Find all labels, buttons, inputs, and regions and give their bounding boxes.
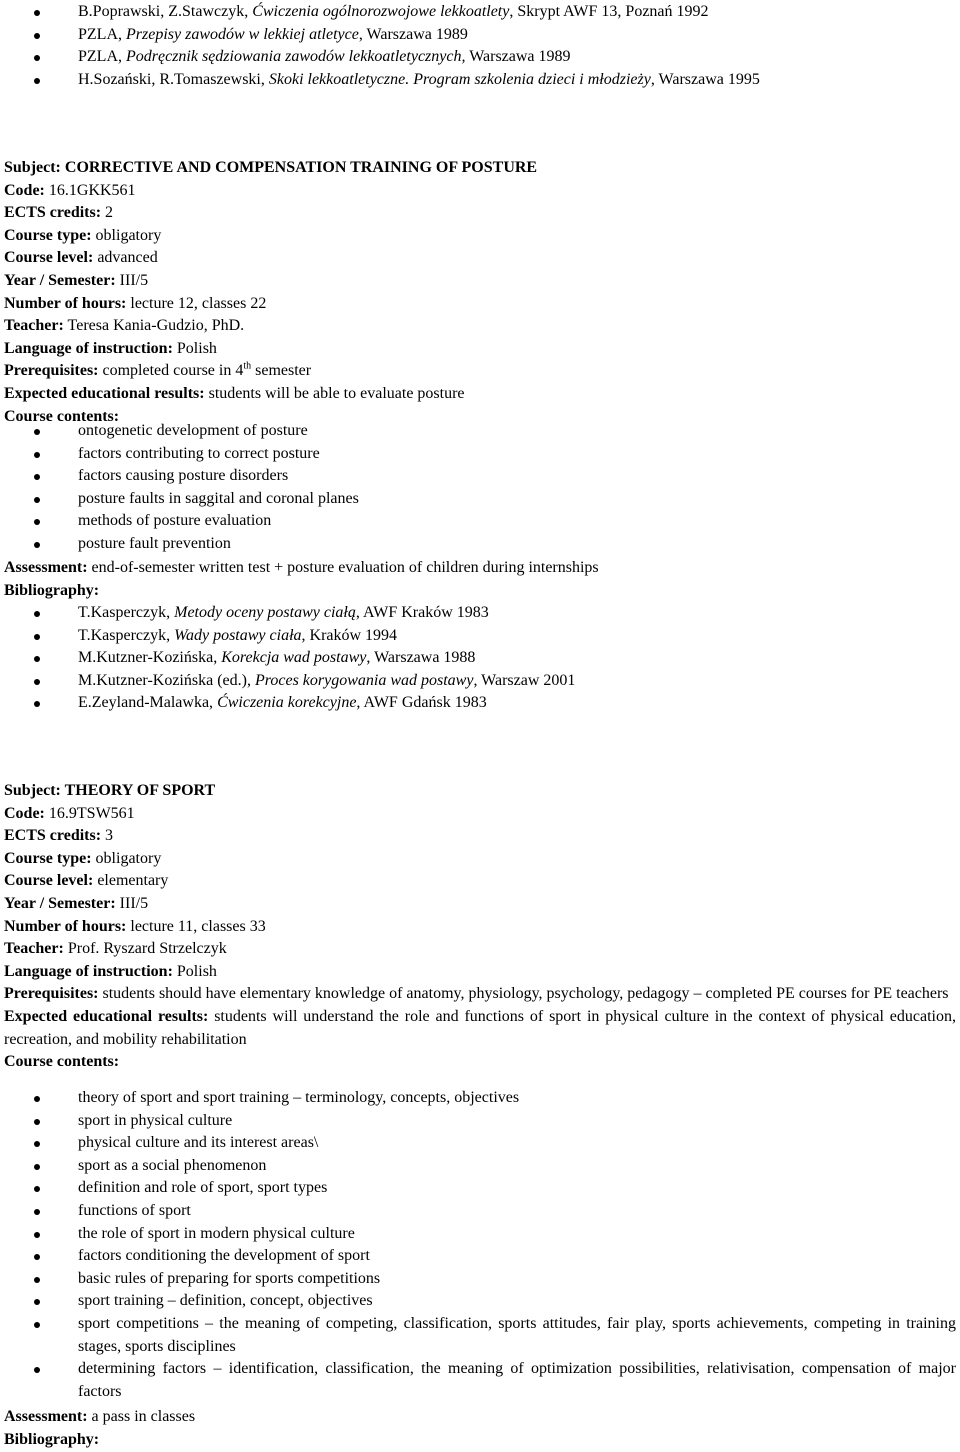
expected-results-line: Expected educational results: students will understand the role and functions of sport in physical culture in the context of physical education, recreation, and mobility rehabilitation (4, 1007, 956, 1048)
prerequisites-line: Prerequisites: completed course in 4th semester (4, 361, 312, 380)
code-line: Code: 16.1GKK561 (4, 181, 136, 199)
course2-contents-list (0, 1087, 956, 1403)
hours-line: Number of hours: lecture 12, classes 22 (4, 294, 267, 312)
list-item: physical culture and its interest areas\ (0, 1132, 956, 1155)
language-line: Language of instruction: Polish (4, 962, 217, 980)
course-contents-label: Course contents: (4, 1053, 120, 1071)
subject-line: Subject: CORRECTIVE AND COMPENSATION TRAINING OF POSTURE (4, 159, 538, 176)
course1-footer (4, 557, 956, 602)
list-item: E.Zeyland-Malawka, Ćwiczenia korekcyjne, AWF Gdańsk 1983 (0, 692, 956, 715)
top-bibliography-list (0, 1, 956, 91)
ects-line: ECTS credits: 3 (4, 827, 114, 845)
assessment-line: Assessment: a pass in classes (4, 1408, 196, 1425)
bibliography-label: Bibliography: (4, 1430, 100, 1448)
list-item: B.Poprawski, Z.Stawczyk, Ćwiczenia ogólnorozwojowe lekkoatlety, Skrypt AWF 13, Poznań 1992 (0, 1, 956, 24)
course1-contents-list (0, 420, 956, 556)
list-item: functions of sport (0, 1200, 956, 1223)
course-level-line: Course level: elementary (4, 872, 169, 890)
list-item: PZLA, Podręcznik sędziowania zawodów lekkoatletycznych, Warszawa 1989 (0, 46, 956, 69)
list-item: H.Sozański, R.Tomaszewski, Skoki lekkoatletyczne. Program szkolenia dzieci i młodzieży, Warszawa 1995 (0, 69, 956, 92)
list-item: determining factors – identification, classification, the meaning of optimization possibilities, relativisation, compensation of major factors (0, 1358, 956, 1403)
course2-header (4, 780, 956, 1074)
hours-line: Number of hours: lecture 11, classes 33 (4, 917, 266, 935)
teacher-line: Teacher: Teresa Kania-Gudzio, PhD. (4, 317, 245, 335)
list-item: T.Kasperczyk, Metody oceny postawy ciałą, AWF Kraków 1983 (0, 602, 956, 625)
list-item: sport as a social phenomenon (0, 1155, 956, 1178)
course1-header (4, 157, 956, 428)
list-item: sport in physical culture (0, 1110, 956, 1133)
list-item: definition and role of sport, sport types (0, 1177, 956, 1200)
course-level-line: Course level: advanced (4, 249, 158, 267)
language-line: Language of instruction: Polish (4, 339, 217, 357)
list-item: basic rules of preparing for sports competitions (0, 1268, 956, 1291)
course-type-line: Course type: obligatory (4, 849, 162, 867)
list-item: factors conditioning the development of sport (0, 1245, 956, 1268)
ects-line: ECTS credits: 2 (4, 204, 114, 222)
course1-bibliography-list (0, 602, 956, 715)
course-type-line: Course type: obligatory (4, 226, 162, 244)
bibliography-label: Bibliography: (4, 581, 100, 599)
list-item: sport competitions – the meaning of competing, classification, sports attitudes, fair play, sports achievements, competing in training stages, sports disciplines (0, 1313, 956, 1358)
list-item: M.Kutzner-Kozińska (ed.), Proces korygowania wad postawy, Warszaw 2001 (0, 670, 956, 693)
course2-footer (4, 1406, 956, 1451)
teacher-line: Teacher: Prof. Ryszard Strzelczyk (4, 940, 227, 958)
list-item: the role of sport in modern physical culture (0, 1223, 956, 1246)
subject-line: Subject: THEORY OF SPORT (4, 782, 216, 799)
prerequisites-line: Prerequisites: students should have elementary knowledge of anatomy, physiology, psychology, pedagogy – completed PE courses for PE teachers (4, 985, 949, 1003)
list-item: factors contributing to correct posture (0, 443, 956, 466)
list-item: ontogenetic development of posture (0, 420, 956, 443)
list-item: posture fault prevention (0, 533, 956, 556)
course-contents-label: Course contents: (4, 407, 120, 425)
list-item: factors causing posture disorders (0, 465, 956, 488)
list-item: sport training – definition, concept, objectives (0, 1290, 956, 1313)
year-semester-line: Year / Semester: III/5 (4, 271, 149, 289)
code-line: Code: 16.9TSW561 (4, 804, 135, 822)
assessment-line: Assessment: end-of-semester written test + posture evaluation of children during internships (4, 559, 599, 576)
list-item: M.Kutzner-Kozińska, Korekcja wad postawy, Warszawa 1988 (0, 647, 956, 670)
list-item: methods of posture evaluation (0, 510, 956, 533)
list-item: PZLA, Przepisy zawodów w lekkiej atletyce, Warszawa 1989 (0, 24, 956, 47)
list-item: T.Kasperczyk, Wady postawy ciała, Kraków 1994 (0, 625, 956, 648)
list-item: posture faults in saggital and coronal planes (0, 488, 956, 511)
list-item: theory of sport and sport training – terminology, concepts, objectives (0, 1087, 956, 1110)
year-semester-line: Year / Semester: III/5 (4, 894, 149, 912)
expected-results-line: Expected educational results: students will be able to evaluate posture (4, 384, 465, 402)
